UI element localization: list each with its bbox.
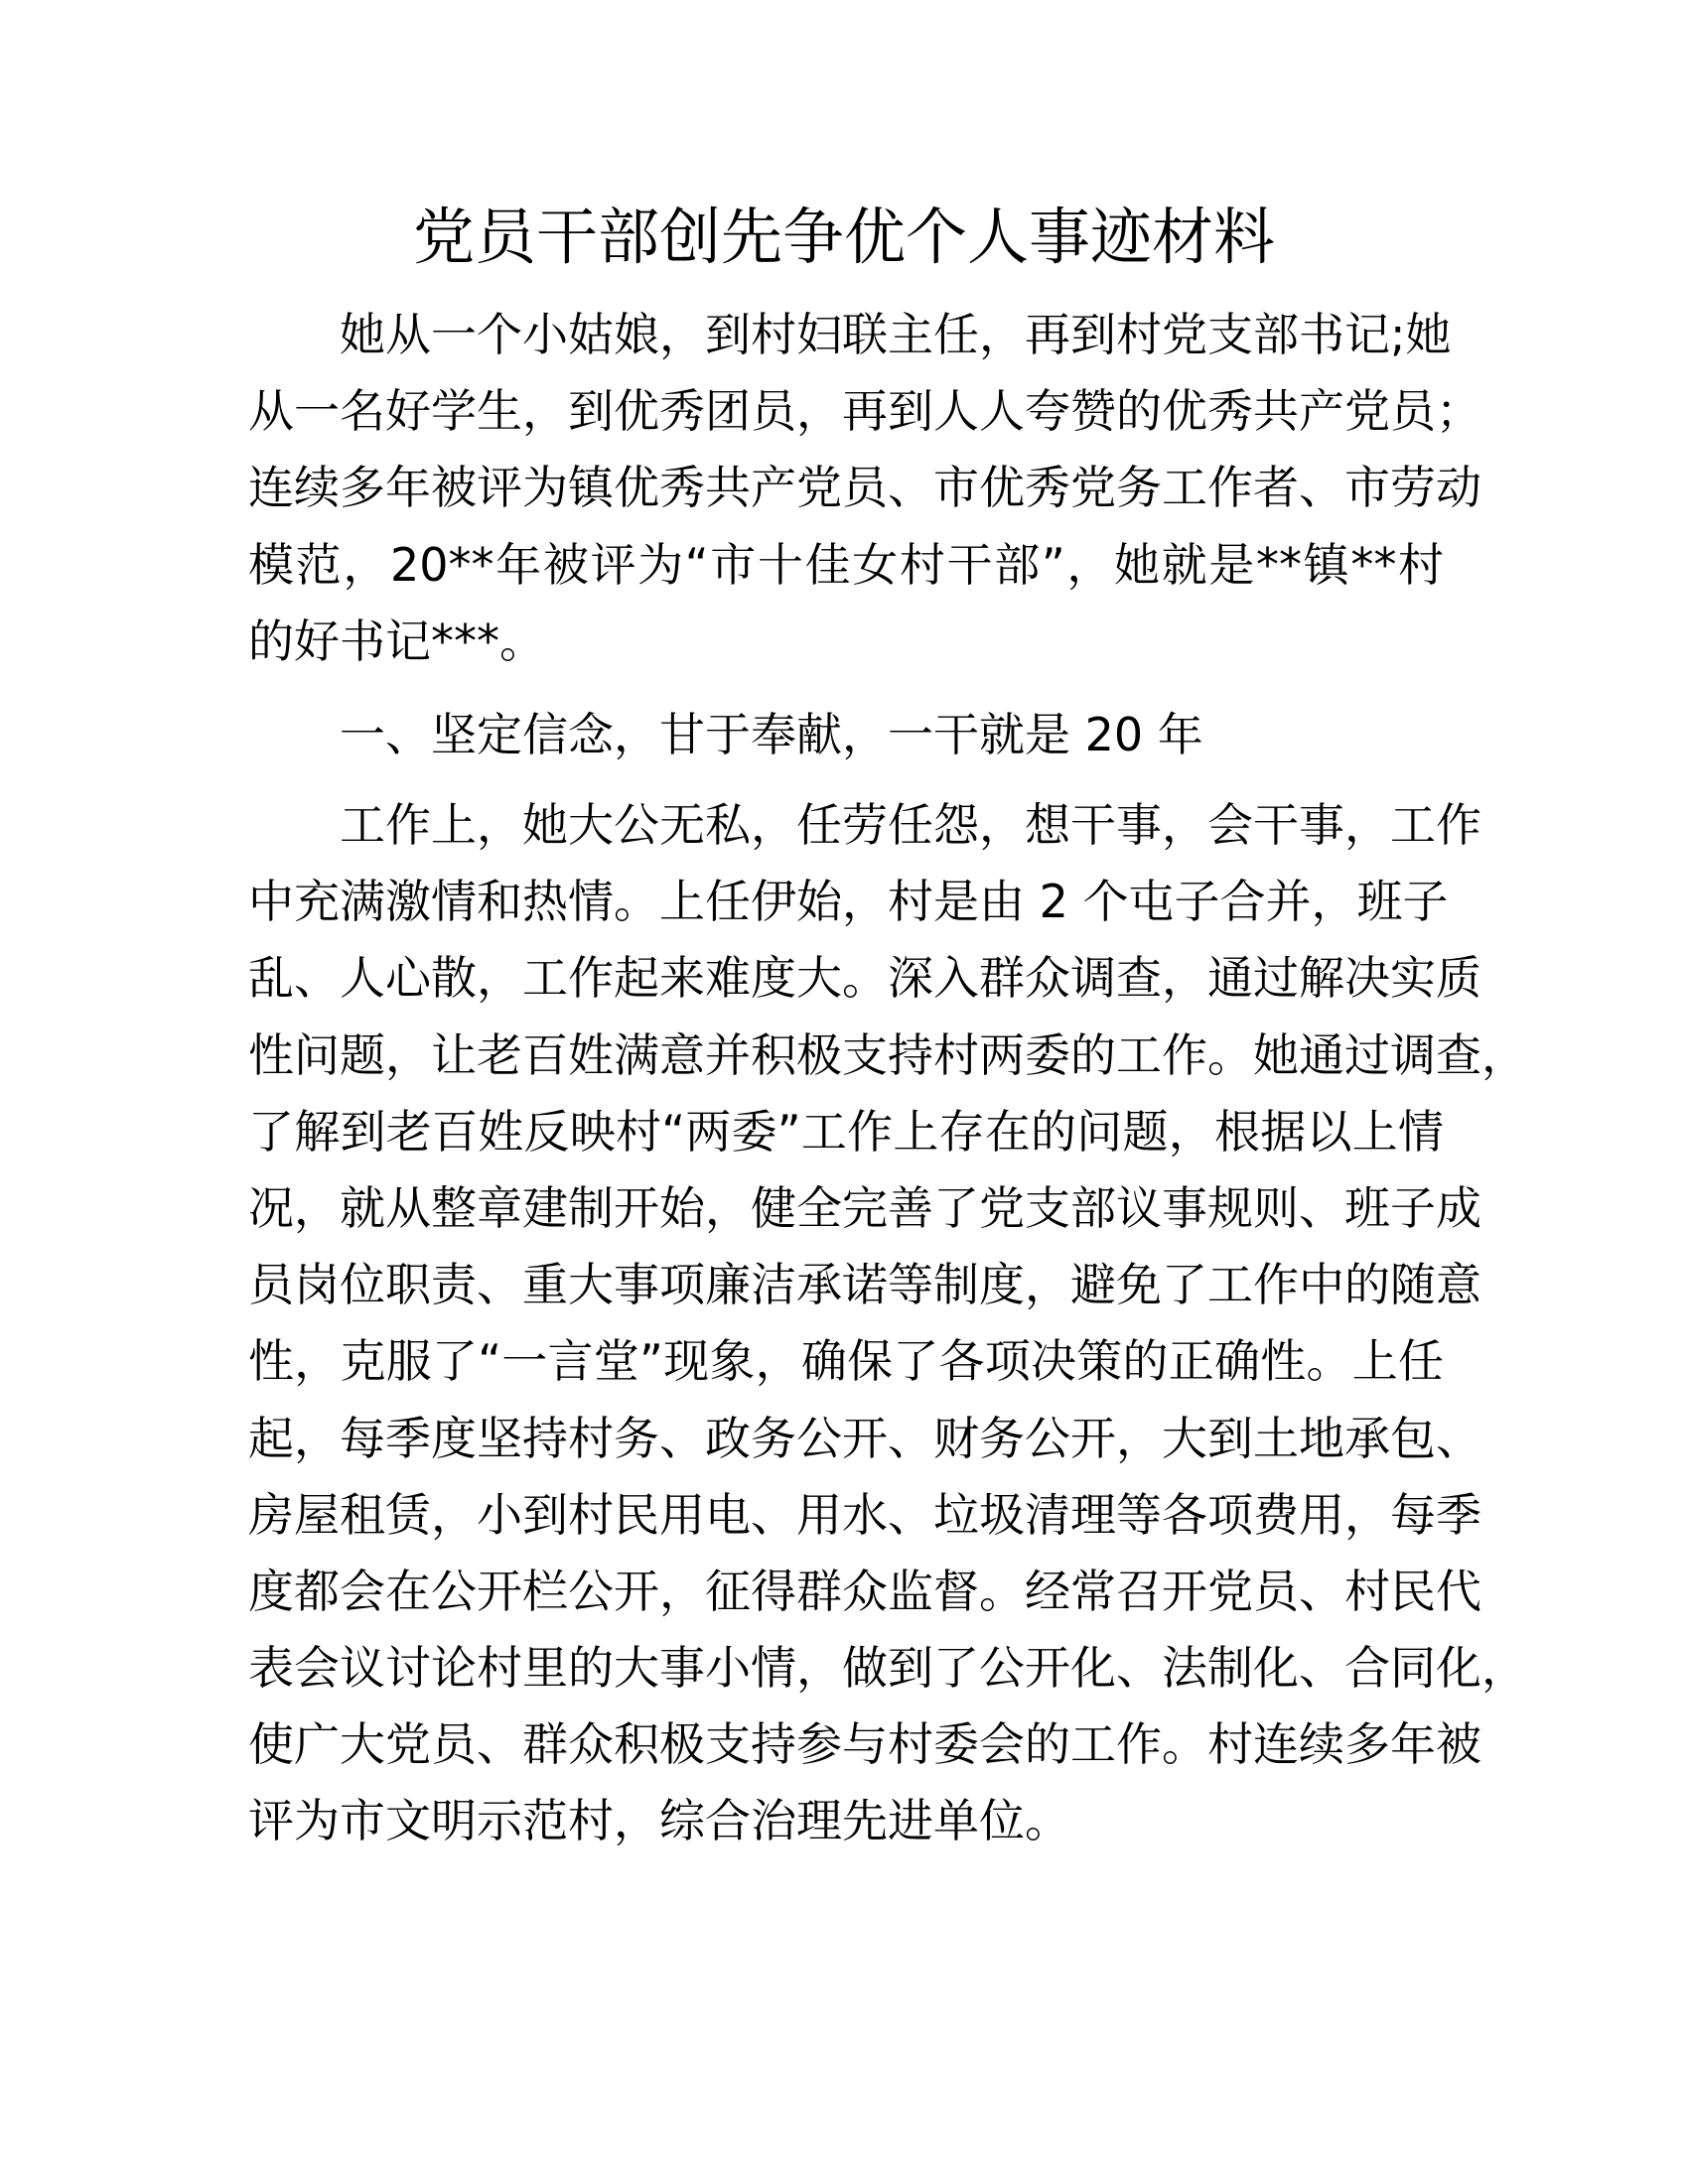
- text-line: 她从一个小姑娘，到村妇联主任，再到村党支部书记;她: [340, 308, 1452, 361]
- text-line: 工作上，她大公无私，任劳任怨，想干事，会干事，工作: [340, 798, 1481, 852]
- text-line: 员岗位职责、重大事项廉洁承诺等制度，避免了工作中的随意: [248, 1258, 1481, 1312]
- paragraph-work: [248, 787, 1527, 1860]
- text-line: 从一名好学生，到优秀团员，再到人人夸赞的优秀共产党员；: [248, 384, 1481, 439]
- text-line: 连续多年被评为镇优秀共产党员、市优秀党务工作者、市劳动: [248, 461, 1481, 515]
- text-line: 使广大党员、群众积极支持参与村委会的工作。村连续多年被: [248, 1717, 1481, 1772]
- section-heading-text: 一、坚定信念，甘于奉献，一干就是 20 年: [340, 708, 1203, 761]
- text-line: 中充满激情和热情。上任伊始，村是由 2 个屯子合并，班子: [248, 875, 1449, 929]
- document-title: 党员干部创先争优个人事迹材料: [412, 201, 1275, 273]
- text-line: 表会议讨论村里的大事小情，做到了公开化、法制化、合同化，: [248, 1641, 1527, 1696]
- text-line: 乱、人心散，工作起来难度大。深入群众调查，通过解决实质: [248, 951, 1481, 1006]
- text-line: 模范，20**年被评为“市十佳女村干部”，她就是**镇**村: [248, 537, 1444, 592]
- text-line: 的好书记***。: [248, 614, 545, 668]
- text-line: 房屋租赁，小到村民用电、用水、垃圾清理等各项费用，每季: [248, 1487, 1481, 1542]
- text-line: 了解到老百姓反映村“两委”工作上存在的问题，根据以上情: [248, 1104, 1444, 1159]
- text-line: 性问题，让老百姓满意并积极支持村两委的工作。她通过调查，: [248, 1027, 1527, 1082]
- text-line: 性，克服了“一言堂”现象，确保了各项决策的正确性。上任: [248, 1334, 1444, 1389]
- text-line: 评为市文明示范村，综合治理先进单位。: [248, 1794, 1070, 1848]
- text-line: 度都会在公开栏公开，征得群众监督。经常召开党员、村民代: [248, 1564, 1481, 1618]
- text-line: 起，每季度坚持村务、政务公开、财务公开，大到土地承包、: [248, 1411, 1481, 1465]
- section-heading: [248, 697, 1444, 773]
- text-line: 况，就从整章建制开始，健全完善了党支部议事规则、班子成: [248, 1180, 1481, 1235]
- paragraph-intro: [248, 297, 1481, 680]
